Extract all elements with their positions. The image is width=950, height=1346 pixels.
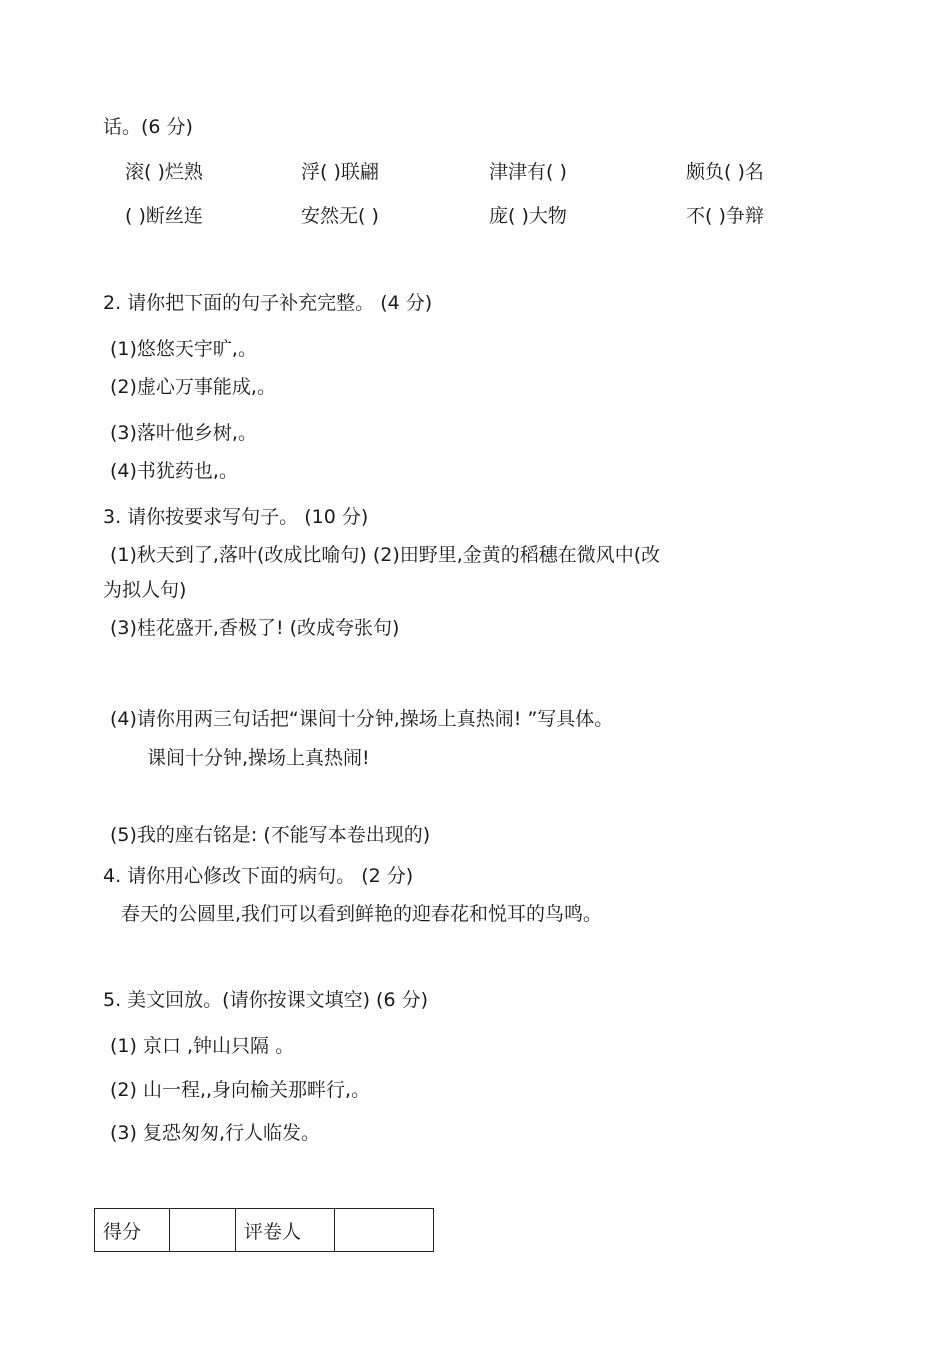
q2-item-4: (4)书犹药也,。 [110, 460, 238, 482]
idiom-r2-2: 安然无( ) [301, 205, 379, 227]
q3-item-3: (3)桂花盛开,香极了! (改成夸张句) [110, 617, 400, 639]
q2-item-2: (2)虚心万事能成,。 [110, 376, 276, 398]
q2-item-1: (1)悠悠天宇旷,。 [110, 338, 257, 360]
idiom-r2-3: 庞( )大物 [489, 205, 567, 227]
q1-tail: 话。(6 分) [103, 116, 193, 138]
score-table [94, 1208, 434, 1252]
q3-item-1-line1: (1)秋天到了,落叶(改成比喻句) (2)田野里,金黄的稻穗在微风中(改 [110, 544, 661, 566]
score-label: 得分 [95, 1209, 170, 1252]
q3-item-5: (5)我的座右铭是: (不能写本卷出现的) [110, 824, 431, 846]
q3-title: 3. 请你按要求写句子。 (10 分) [103, 506, 369, 528]
q4-sentence: 春天的公圆里,我们可以看到鲜艳的迎春花和悦耳的鸟鸣。 [121, 903, 603, 925]
q5-item-1: (1) 京口 ,钟山只隔 。 [110, 1035, 295, 1057]
idiom-r2-1: ( )断丝连 [125, 205, 203, 227]
reviewer-label: 评卷人 [236, 1209, 335, 1252]
q3-item-4-sub: 课间十分钟,操场上真热闹! [147, 747, 370, 769]
q2-title: 2. 请你把下面的句子补充完整。 (4 分) [103, 292, 433, 314]
q5-item-2: (2) 山一程,,身向榆关那畔行,。 [110, 1079, 371, 1101]
q2-item-3: (3)落叶他乡树,。 [110, 422, 257, 444]
idiom-r1-1: 滚( )烂熟 [125, 161, 203, 183]
idiom-r1-3: 津津有( ) [489, 161, 567, 183]
q5-item-3: (3) 复恐匆匆,行人临发。 [110, 1122, 320, 1144]
idiom-r2-4: 不( )争辩 [686, 205, 764, 227]
idiom-r1-4: 颇负( )名 [686, 161, 764, 183]
reviewer-value-cell[interactable] [335, 1209, 434, 1252]
q3-item-1-line2: 为拟人句) [103, 579, 187, 601]
idiom-r1-2: 浮( )联翩 [301, 161, 379, 183]
q4-title: 4. 请你用心修改下面的病句。 (2 分) [103, 865, 414, 887]
q5-title: 5. 美文回放。(请你按课文填空) (6 分) [103, 989, 428, 1011]
score-value-cell[interactable] [170, 1209, 236, 1252]
q3-item-4: (4)请你用两三句话把“课间十分钟,操场上真热闹! ”写具体。 [110, 708, 614, 730]
